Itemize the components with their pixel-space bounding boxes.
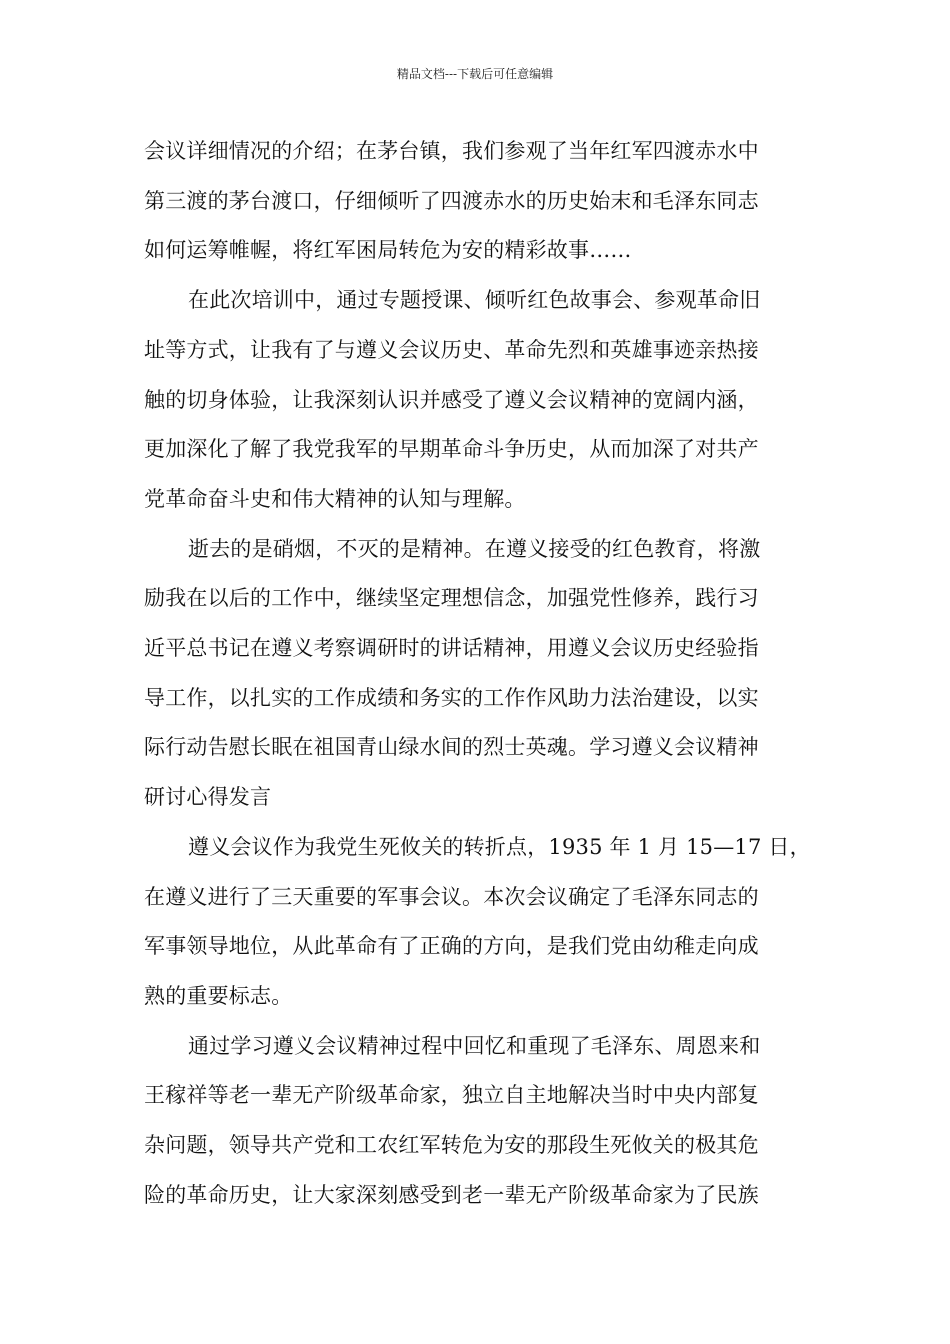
paragraph-line: 党革命奋斗史和伟大精神的认知与理解。 [144,486,526,511]
paragraph-line: 通过学习遵义会议精神过程中回忆和重现了毛泽东、周恩来和 [188,1033,761,1058]
paragraph-line: 更加深化了解了我党我军的早期革命斗争历史，从而加深了对共产 [144,437,759,462]
paragraph-line: 在此次培训中，通过专题授课、倾听红色故事会、参观革命旧 [188,288,761,313]
paragraph-line: 会议详细情况的介绍；在茅台镇，我们参观了当年红军四渡赤水中 [144,139,759,163]
paragraph-line: 触的切身体验，让我深刻认识并感受了遵义会议精神的宽阔内涵， [144,387,759,412]
paragraph-line: 导工作，以扎实的工作成绩和务实的工作作风助力法治建设，以实 [144,685,759,710]
paragraph-line: 遵义会议作为我党生死攸关的转折点，1935 年 1 月 15—17 日， [188,834,811,859]
paragraph-line: 在遵义进行了三天重要的军事会议。本次会议确定了毛泽东同志的 [144,884,759,909]
paragraph-line: 险的革命历史，让大家深刻感受到老一辈无产阶级革命家为了民族 [144,1182,759,1207]
paragraph-line: 逝去的是硝烟，不灭的是精神。在遵义接受的红色教育，将激 [188,536,761,561]
document-body [144,127,811,1220]
paragraph-line: 军事领导地位，从此革命有了正确的方向，是我们党由幼稚走向成 [144,934,759,959]
paragraph-line: 近平总书记在遵义考察调研时的讲话精神，用遵义会议历史经验指 [144,636,759,661]
paragraph-line: 第三渡的茅台渡口，仔细倾听了四渡赤水的历史始末和毛泽东同志 [144,188,759,213]
paragraph-line: 王稼祥等老一辈无产阶级革命家，独立自主地解决当时中央内部复 [144,1083,759,1108]
paragraph-line: 研讨心得发言 [144,785,272,810]
paragraph [144,1022,806,1221]
paragraph-line: 杂问题，领导共产党和工农红军转危为安的那段生死攸关的极其危 [144,1133,759,1158]
page-header: 精品文档---下载后可任意编辑 [396,67,554,81]
paragraph-line: 址等方式，让我有了与遵义会议历史、革命先烈和英雄事迹亲热接 [144,337,759,362]
paragraph [144,823,811,1022]
paragraph [144,276,806,525]
paragraph-line: 际行动告慰长眠在祖国青山绿水间的烈士英魂。学习遵义会议精神 [144,735,759,760]
paragraph-line: 熟的重要标志。 [144,983,293,1008]
paragraph-line: 励我在以后的工作中，继续坚定理想信念，加强党性修养，践行习 [144,586,759,611]
paragraph-line: 如何运筹帷幄，将红军困局转危为安的精彩故事…… [144,238,632,263]
paragraph [144,525,806,823]
paragraph [144,127,806,276]
